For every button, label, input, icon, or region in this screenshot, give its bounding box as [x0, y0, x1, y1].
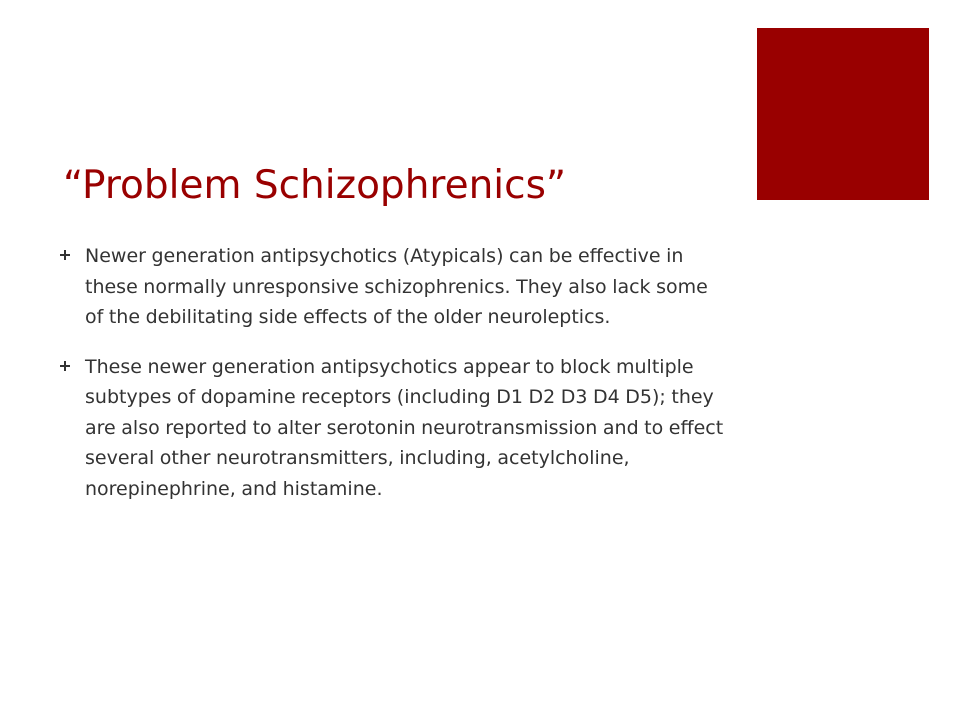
- slide-title: “Problem Schizophrenics”: [63, 163, 567, 208]
- bullet-item: [60, 241, 725, 333]
- bullet-text: Newer generation antipsychotics (Atypicals) can be effective in these normally unresponsive schizophrenics. They also lack some of the debilitating side effects of the older neuroleptics.: [85, 245, 708, 328]
- bullet-text: These newer generation antipsychotics appear to block multiple subtypes of dopamine receptors (including D1 D2 D3 D4 D5); they are also reported to alter serotonin neurotransmission and to effect several other neurotransmitters, including, acetylcholine, norepinephrine, and histamine.: [85, 355, 724, 500]
- accent-block: [757, 28, 929, 200]
- plus-bullet-icon: [60, 361, 70, 371]
- bullet-item: [60, 352, 725, 505]
- bullet-list: [60, 241, 725, 523]
- plus-bullet-icon: [60, 250, 70, 260]
